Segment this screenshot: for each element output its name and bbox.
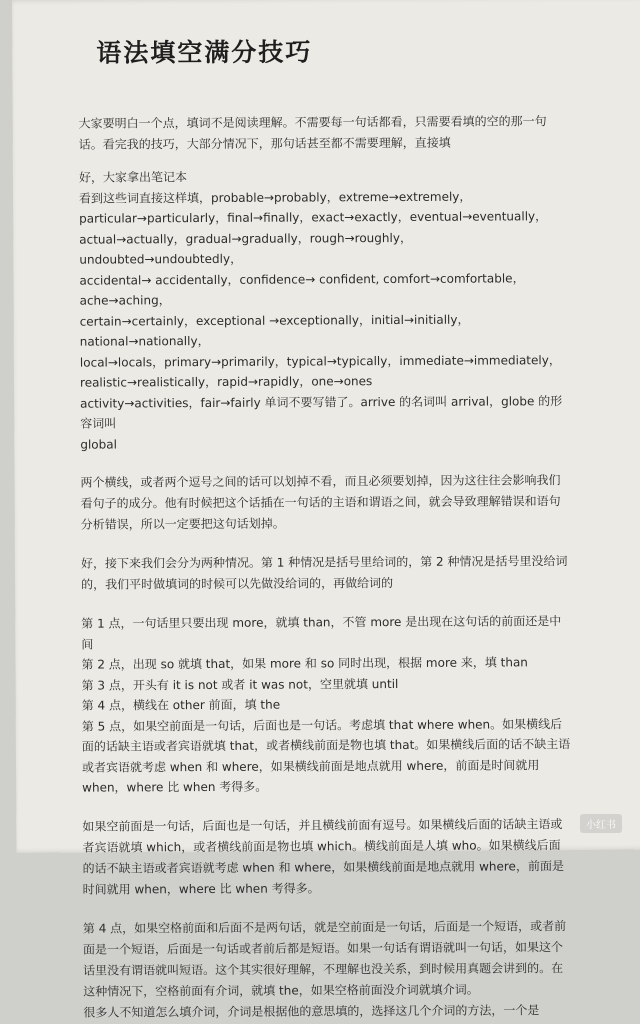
notes-line: accidental→ accidentally，confidence→ confident, comfort→comfortable，ache→aching， [79, 270, 525, 308]
page-content [78, 31, 573, 1023]
notes-line: particular→particularly，final→finally，exact→exactly，eventual→eventually， [79, 209, 548, 226]
intro-paragraph: 大家要明白一个点，填词不是阅读理解。不需要每一句话都看，只需要看填的空的那一句话。看完我的技巧，大部分情况下，那句话甚至都不需要理解，直接填 [78, 114, 547, 152]
book-page [12, 0, 640, 1020]
point4-paragraph: 第 4 点，如果空格前面和后面不是两句话，就是空前面是一句话，后面是一个短语，或者前面是一个短语，后面是一句话或者前后都是短语。如果一句话有谓语就叫一句话，如果这个话里没有谓语就叫短语。这个其实很好理解，不理解也没关系，到时候用真题会讲到的。在这种情况下，空格前面有介词，就填 the，如果空格前面没介词就填介词。 [82, 918, 567, 999]
notes-block [79, 165, 570, 455]
notes-line: activity→activities，fair→fairly 单词不要写错了。arrive 的名词叫 arrival，globe 的形容词叫 [80, 393, 563, 431]
notes-line: actual→actually，gradual→gradually，rough→roughly，undoubted→undoubtedly， [79, 230, 412, 267]
page-title: 语法填空满分技巧 [96, 37, 313, 68]
two-cases-paragraph: 好，接下来我们会分为两种情况。第 1 种情况是括号里给词的，第 2 种情况是括号里没给词的，我们平时做填词的时候可以先做没给词的，再做给词的 [80, 554, 568, 592]
notes-line: 好，大家拿出笔记本 [78, 170, 187, 185]
last-line: 很多人不知道怎么填介词，介词是根据他的意思填的，选择这几个介词的方法，一个是 [83, 1002, 540, 1020]
point-item: 第 1 点，一句话里只要出现 more，就填 than，不管 more 是出现在这句话的前面还是中间 [81, 614, 562, 652]
cross-out-paragraph: 两个横线，或者两个逗号之间的话可以划掉不看，而且必须要划掉，因为这往往会影响我们看句子的成分。他有时候把这个话插在一句话的主语和谓语之间，就会导致理解错误和语句分析错误，所以一定要把这句话划掉。 [80, 473, 561, 532]
notes-line: 看到这些词直接这样填，probable→probably，extreme→extremely， [79, 189, 472, 206]
comma-case-paragraph: 如果空前面是一句话，后面也是一句话，并且横线前面有逗号。如果横线后面的话缺主语或者宾语就填 which，或者横线前面是物也填 which。横线前面是人填 who。如果横线后面的话不缺主语或者宾语就考虑 when 和 where，如果横线前面是地点就用 where，前面是时间就用 when，where 比 when 考得多。 [82, 816, 564, 897]
notes-line: local→locals，primary→primarily，typical→typically，immediate→immediately， [79, 352, 561, 370]
points-list [81, 611, 572, 798]
notes-line: realistic→realistically，rapid→rapidly，one→ones [79, 374, 373, 390]
point-item: 第 4 点，横线在 other 前面，填 the [81, 697, 281, 713]
watermark-badge: 小红书 [580, 814, 622, 833]
notes-line: certain→certainly，exceptional →exceptionally，initial→initially，national→nationally， [79, 312, 470, 349]
notes-line: global [80, 436, 117, 452]
point-item: 第 3 点，开头有 it is not 或者 it was not，空里就填 until [81, 676, 399, 693]
point-item: 第 5 点，如果空前面是一句话，后面也是一句话。考虑填 that where when。如果横线后面的话缺主语或者宾语就填 that，或者横线前面是物也填 that。如果横线后面的话不缺主语或者宾语就考虑 when 和 where，如果横线前面是地点就用 where，前面是时间就用 when，where 比 when 考得多。 [81, 716, 571, 795]
point-item: 第 2 点，出现 so 就填 that，如果 more 和 so 同时出现，根据 more 来，填 than [81, 655, 528, 672]
